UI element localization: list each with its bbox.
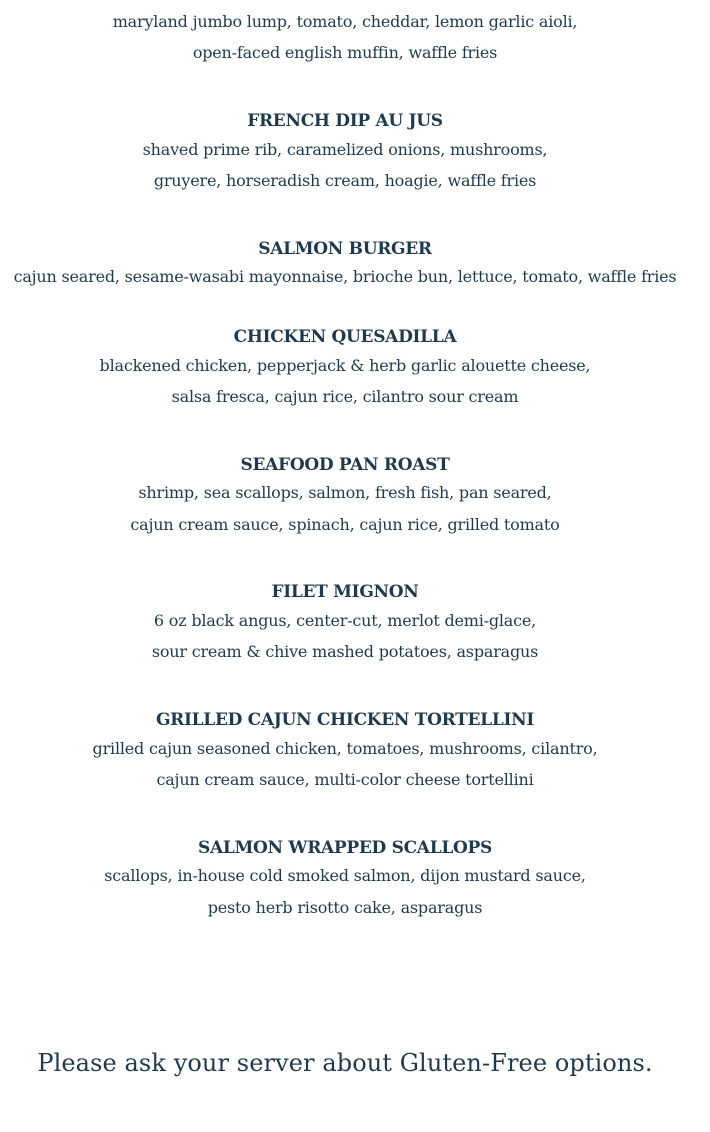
menu-item-desc-salmon-burger-1: cajun seared, sesame-wasabi mayonnaise, brioche bun, lettuce, tomato, waffle fries	[13, 267, 677, 286]
menu-item-title-cajun-tortellini: GRILLED CAJUN CHICKEN TORTELLINI	[155, 710, 535, 730]
menu-item-title-seafood-pan-roast: SEAFOOD PAN ROAST	[240, 455, 450, 475]
intro-desc-line-2: open-faced english muffin, waffle fries	[192, 43, 498, 62]
gluten-free-note: Please ask your server about Gluten-Free options.	[37, 1049, 653, 1077]
menu-item-desc-french-dip-2: gruyere, horseradish cream, hoagie, waffle fries	[153, 171, 537, 190]
menu-item-desc-chicken-quesadilla-2: salsa fresca, cajun rice, cilantro sour cream	[171, 387, 519, 406]
menu-item-title-filet-mignon: FILET MIGNON	[271, 582, 419, 602]
menu-item-desc-cajun-tortellini-1: grilled cajun seasoned chicken, tomatoes, mushrooms, cilantro,	[92, 739, 598, 758]
menu-item-desc-salmon-wrapped-scallops-1: scallops, in-house cold smoked salmon, dijon mustard sauce,	[104, 866, 586, 885]
menu-item-desc-cajun-tortellini-2: cajun cream sauce, multi-color cheese tortellini	[156, 770, 534, 789]
menu-item-desc-seafood-pan-roast-1: shrimp, sea scallops, salmon, fresh fish, pan seared,	[138, 483, 552, 502]
menu-item-desc-chicken-quesadilla-1: blackened chicken, pepperjack & herb garlic alouette cheese,	[99, 356, 591, 375]
menu-item-title-salmon-wrapped-scallops: SALMON WRAPPED SCALLOPS	[198, 838, 492, 858]
menu-item-desc-filet-mignon-2: sour cream & chive mashed potatoes, asparagus	[151, 642, 539, 661]
menu-item-desc-seafood-pan-roast-2: cajun cream sauce, spinach, cajun rice, grilled tomato	[130, 515, 560, 534]
menu-item-desc-filet-mignon-1: 6 oz black angus, center-cut, merlot demi-glace,	[153, 611, 537, 630]
menu-item-title-french-dip: FRENCH DIP AU JUS	[247, 111, 443, 131]
menu-item-desc-french-dip-1: shaved prime rib, caramelized onions, mushrooms,	[142, 140, 548, 159]
menu-item-desc-salmon-wrapped-scallops-2: pesto herb risotto cake, asparagus	[207, 898, 483, 917]
menu-item-title-salmon-burger: SALMON BURGER	[258, 239, 432, 259]
menu-item-title-chicken-quesadilla: CHICKEN QUESADILLA	[233, 327, 457, 347]
intro-desc-line-1: maryland jumbo lump, tomato, cheddar, lemon garlic aioli,	[112, 12, 578, 31]
